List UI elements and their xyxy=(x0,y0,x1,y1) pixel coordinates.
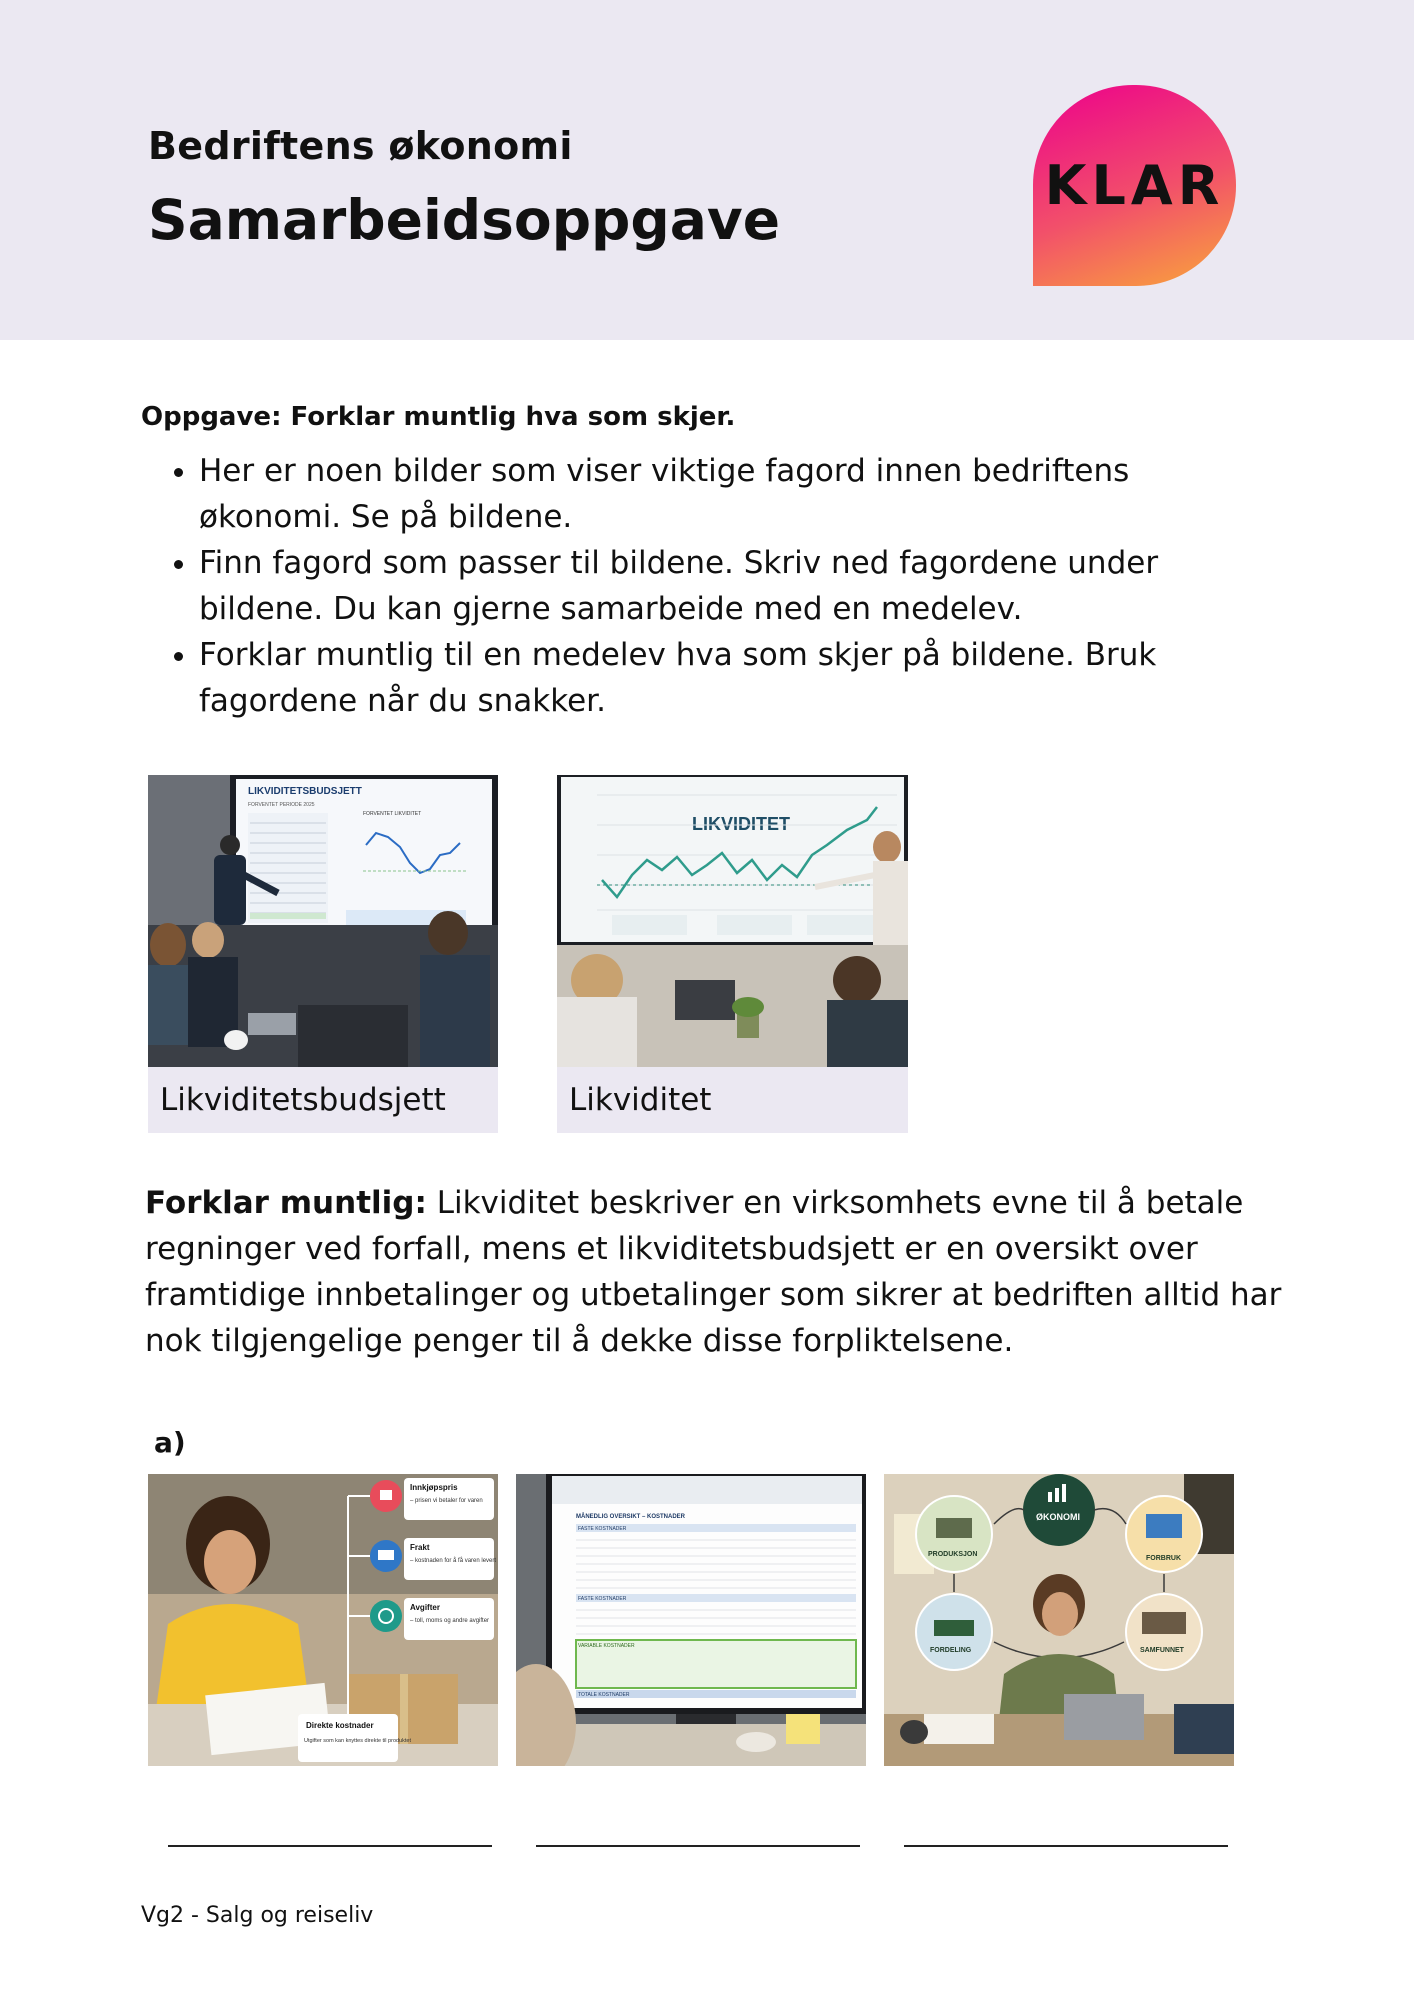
callout-title: Innkjøpspris xyxy=(410,1483,458,1492)
photo-cost-spreadsheet xyxy=(516,1474,866,1766)
callout-title: Frakt xyxy=(410,1543,430,1552)
logo-text: KLAR xyxy=(1044,154,1225,217)
photo-economy-cycle xyxy=(884,1474,1234,1766)
sheet-section: FASTE KOSTNADER xyxy=(578,1526,627,1532)
section-label-a: a) xyxy=(154,1426,186,1459)
callout-desc: – toll, moms og andre avgifter xyxy=(410,1618,490,1624)
task-bullets xyxy=(140,448,1219,724)
screen-title: LIKVIDITETSBUDSJETT xyxy=(248,786,362,797)
callout-box-title: Direkte kostnader xyxy=(306,1721,374,1730)
callout-desc: – kostnaden for å få varen levert xyxy=(410,1558,497,1564)
sheet-section: TOTALE KOSTNADER xyxy=(578,1692,630,1698)
screen-title: LIKVIDITET xyxy=(692,814,790,834)
callout-box-desc: Utgifter som kan knyttes direkte til produktet xyxy=(304,1738,411,1744)
chart-label: FORVENTET LIKVIDITET xyxy=(363,811,422,817)
screen-subtitle: FORVENTET PERIODE 2025 xyxy=(248,802,315,808)
answer-line[interactable] xyxy=(536,1845,860,1847)
answer-line[interactable] xyxy=(904,1845,1228,1847)
callout-desc: – prisen vi betaler for varen xyxy=(410,1498,483,1504)
cycle-node: FORDELING xyxy=(930,1647,972,1654)
sheet-section: FASTE KOSTNADER xyxy=(578,1596,627,1602)
sheet-section: VARIABLE KOSTNADER xyxy=(578,1643,635,1649)
caption-liquidity-budget: Likviditetsbudsjett xyxy=(148,1067,498,1133)
explanation-lead: Forklar muntlig: xyxy=(145,1185,427,1221)
answer-line[interactable] xyxy=(168,1845,492,1847)
caption-liquidity: Likviditet xyxy=(557,1067,908,1133)
klar-logo xyxy=(1033,85,1236,286)
bullet-item: • Her er noen bilder som viser viktige fagord innen bedriftens økonomi. Se på bildene. xyxy=(199,448,1219,540)
explanation-text: Likviditet beskriver en virksomhets evne til å betale regninger ved forfall, mens et likviditetsbudsjett er en oversikt over framtidige innbetalinger og utbetalinger som sikrer at bedriften alltid har nok tilgjengelige penger til å dekke disse forpliktelsene. xyxy=(145,1185,1282,1359)
cycle-node: PRODUKSJON xyxy=(928,1551,978,1558)
subject-title: Bedriftens økonomi xyxy=(148,124,573,168)
sheet-title: MÅNEDLIG OVERSIKT – KOSTNADER xyxy=(576,1514,686,1520)
bullet-item: • Forklar muntlig til en medelev hva som skjer på bildene. Bruk fagordene når du snakker. xyxy=(199,632,1219,724)
oral-explanation xyxy=(145,1180,1285,1364)
photo-liquidity xyxy=(557,775,908,1067)
bullet-item: • Finn fagord som passer til bildene. Skriv ned fagordene under bildene. Du kan gjerne samarbeide med en medelev. xyxy=(199,540,1219,632)
page-title: Samarbeidsoppgave xyxy=(148,188,781,252)
page-footer: Vg2 - Salg og reiseliv xyxy=(141,1903,374,1928)
task-heading: Oppgave: Forklar muntlig hva som skjer. xyxy=(141,402,736,432)
photo-direct-costs xyxy=(148,1474,498,1766)
cycle-node: SAMFUNNET xyxy=(1140,1647,1184,1654)
callout-title: Avgifter xyxy=(410,1603,440,1612)
photo-liquidity-budget xyxy=(148,775,498,1067)
cycle-node: FORBRUK xyxy=(1146,1555,1181,1562)
cycle-center: ØKONOMI xyxy=(1036,1512,1080,1522)
